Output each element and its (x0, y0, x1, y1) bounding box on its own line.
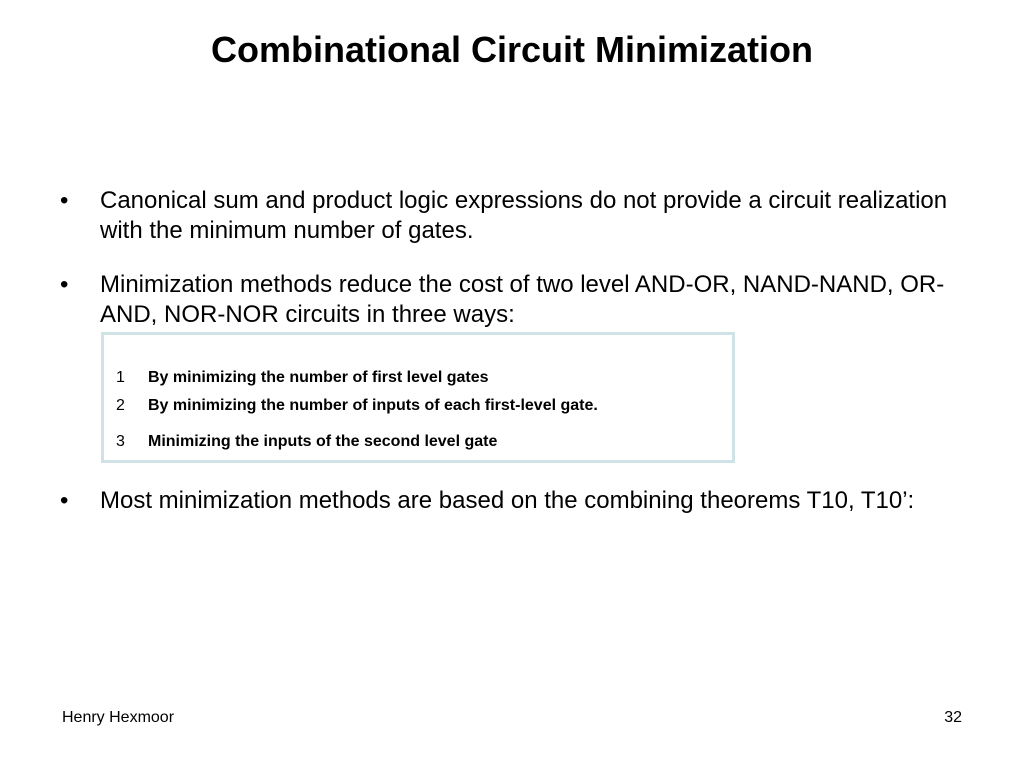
way-number: 1 (116, 369, 125, 386)
way-label: Minimizing the inputs of the second level gate (148, 433, 498, 450)
bullet-text: Minimization methods reduce the cost of two level AND-OR, NAND-NAND, OR-AND, NOR-NOR circuits in three ways: (100, 271, 945, 328)
way-number: 3 (116, 433, 125, 450)
way-item (116, 432, 497, 452)
page-number: 32 (944, 709, 962, 726)
bullet-item (60, 486, 960, 516)
bullet-marker: • (60, 187, 69, 214)
way-label: By minimizing the number of first level gates (148, 369, 489, 386)
way-item (116, 368, 489, 388)
ways-box (101, 332, 735, 463)
bullet-text: Most minimization methods are based on the combining theorems T10, T10’: (100, 487, 915, 514)
way-number: 2 (116, 397, 125, 414)
bullet-marker: • (60, 271, 69, 298)
bullet-marker: • (60, 487, 69, 514)
footer-author: Henry Hexmoor (62, 709, 175, 726)
bullet-text: Canonical sum and product logic expressions do not provide a circuit realization with the minimum number of gates. (100, 187, 948, 244)
slide-title: Combinational Circuit Minimization (211, 29, 813, 70)
bullet-item (60, 270, 960, 330)
way-item (116, 396, 598, 416)
way-label: By minimizing the number of inputs of each first-level gate. (148, 397, 598, 414)
bullet-item (60, 186, 960, 246)
